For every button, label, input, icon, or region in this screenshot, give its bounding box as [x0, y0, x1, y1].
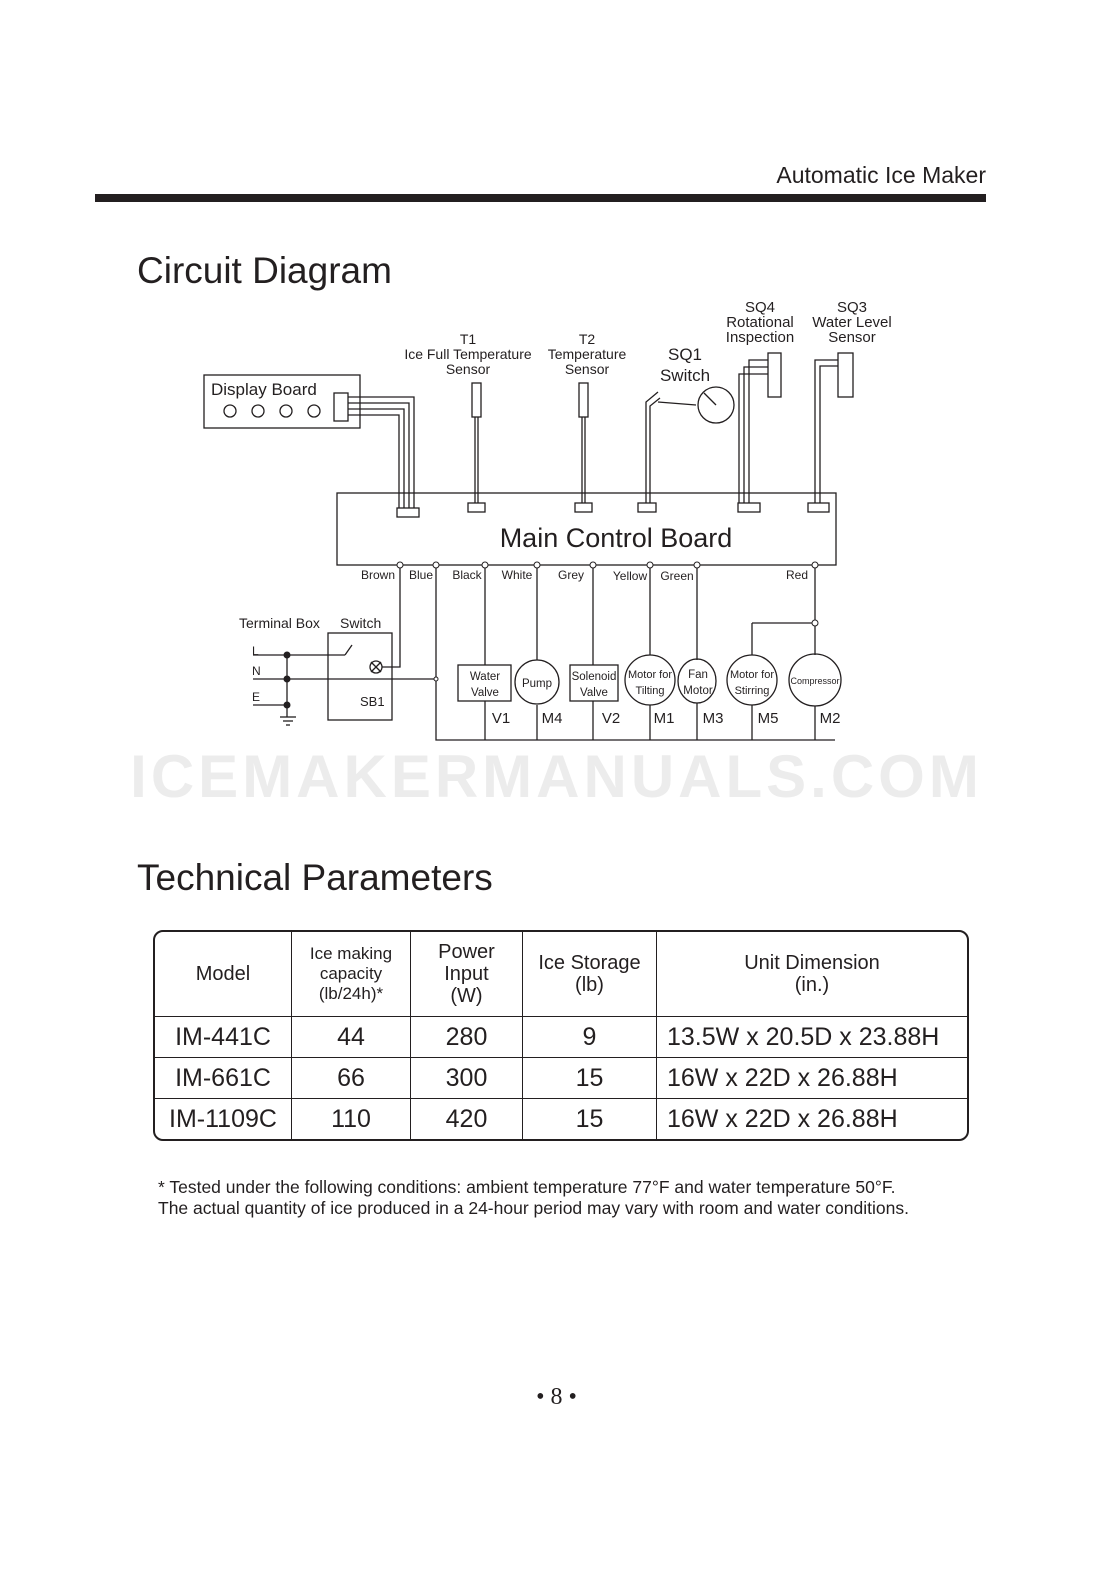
header-model: Model — [155, 932, 292, 1017]
main-control-board-label: Main Control Board — [499, 523, 733, 553]
cell-dimension: 13.5W x 20.5D x 23.88H — [657, 1017, 967, 1058]
note-line-2: The actual quantity of ice produced in a 24-hour period may vary with room and water conditions. — [158, 1198, 909, 1218]
circuit-diagram-title: Circuit Diagram — [137, 250, 392, 291]
switch-label: Switch — [340, 615, 382, 631]
table-row — [155, 1058, 967, 1099]
wire-white: White — [501, 568, 533, 582]
sq4-line2: Inspection — [725, 329, 795, 346]
sq3-line1: Water Level — [812, 314, 892, 331]
t2-line2: Sensor — [564, 361, 610, 377]
cell-capacity: 44 — [292, 1017, 411, 1058]
sq4-line1: Rotational — [726, 314, 794, 331]
cell-power: 280 — [411, 1017, 523, 1058]
terminal-n: N — [252, 664, 261, 678]
terminal-e: E — [252, 690, 261, 704]
technical-parameters-title: Technical Parameters — [137, 857, 493, 898]
t1-line2: Sensor — [445, 361, 491, 377]
sq3-code: SQ3 — [836, 299, 868, 316]
cell-dimension: 16W x 22D x 26.88H — [667, 1104, 898, 1133]
fan-motor-line1: Fan — [688, 669, 708, 681]
tilting-motor-code: M1 — [653, 710, 675, 727]
sq4-code: SQ4 — [744, 299, 776, 316]
header-storage: Ice Storage (lb) — [523, 932, 657, 1017]
wire-red: Red — [785, 568, 809, 582]
sq1-name: Switch — [659, 366, 711, 385]
cell-capacity: 66 — [292, 1058, 411, 1099]
compressor-code: M2 — [819, 710, 841, 727]
note-line-1: * Tested under the following conditions: ambient temperature 77°F and water temperature 50°F. — [158, 1177, 896, 1197]
header-power: Power Input (W) — [411, 932, 523, 1017]
terminal-box-label: Terminal Box — [239, 615, 320, 631]
display-board-label: Display Board — [211, 380, 317, 399]
solenoid-valve-code: V2 — [601, 710, 621, 727]
sb1-label: SB1 — [360, 694, 385, 709]
wire-green: Green — [660, 569, 694, 583]
fan-motor-code: M3 — [702, 710, 724, 727]
cell-storage: 15 — [523, 1058, 657, 1099]
cell-power: 300 — [411, 1058, 523, 1099]
table-header-row — [155, 932, 967, 1017]
header-dimension: Unit Dimension (in.) — [657, 932, 967, 1017]
cell-capacity: 110 — [292, 1099, 411, 1139]
terminal-l: L — [252, 644, 259, 658]
fan-motor-line2: Motor — [683, 685, 713, 697]
wire-grey: Grey — [557, 568, 585, 582]
compressor-line1: Compressor — [790, 676, 840, 686]
tilting-motor-line1: Motor for — [627, 669, 673, 681]
technical-parameters-table — [153, 930, 969, 1141]
stirring-motor-line2: Stirring — [734, 685, 770, 697]
header-capacity: Ice making capacity (lb/24h)* — [292, 932, 411, 1017]
cell-model: IM-661C — [155, 1058, 292, 1099]
table-row — [155, 1017, 967, 1058]
cell-storage: 9 — [523, 1017, 657, 1058]
water-valve-code: V1 — [491, 710, 511, 727]
wire-yellow: Yellow — [612, 569, 648, 583]
tilting-motor-line2: Tilting — [635, 685, 665, 697]
stirring-motor-code: M5 — [757, 710, 779, 727]
t2-line1: Temperature — [547, 346, 627, 362]
water-valve-line2: Valve — [471, 687, 499, 699]
running-header: Automatic Ice Maker — [776, 162, 986, 188]
wire-blue: Blue — [408, 568, 434, 582]
t1-code: T1 — [459, 331, 477, 347]
solenoid-valve-line2: Valve — [580, 687, 608, 699]
cell-model: IM-1109C — [155, 1099, 292, 1139]
sq3-line2: Sensor — [828, 329, 876, 346]
stirring-motor-line1: Motor for — [729, 669, 775, 681]
test-conditions-note — [158, 1177, 998, 1219]
solenoid-valve-line1: Solenoid — [571, 671, 617, 683]
cell-dimension: 16W x 22D x 26.88H — [657, 1058, 967, 1099]
cell-model: IM-441C — [155, 1017, 292, 1058]
watermark: ICEMAKERMANUALS.COM — [130, 743, 983, 810]
wire-brown: Brown — [360, 568, 396, 582]
sq1-code: SQ1 — [667, 345, 703, 364]
t1-line1: Ice Full Temperature — [404, 346, 532, 362]
table-row — [155, 1099, 967, 1139]
page-number: • 8 • — [536, 1384, 577, 1410]
cell-storage: 15 — [523, 1099, 657, 1139]
water-valve-line1: Water — [469, 671, 501, 683]
wire-black: Black — [452, 568, 482, 582]
cell-power: 420 — [411, 1099, 523, 1139]
t2-code: T2 — [578, 331, 596, 347]
pump-code: M4 — [541, 710, 563, 727]
pump-line1: Pump — [521, 678, 553, 690]
